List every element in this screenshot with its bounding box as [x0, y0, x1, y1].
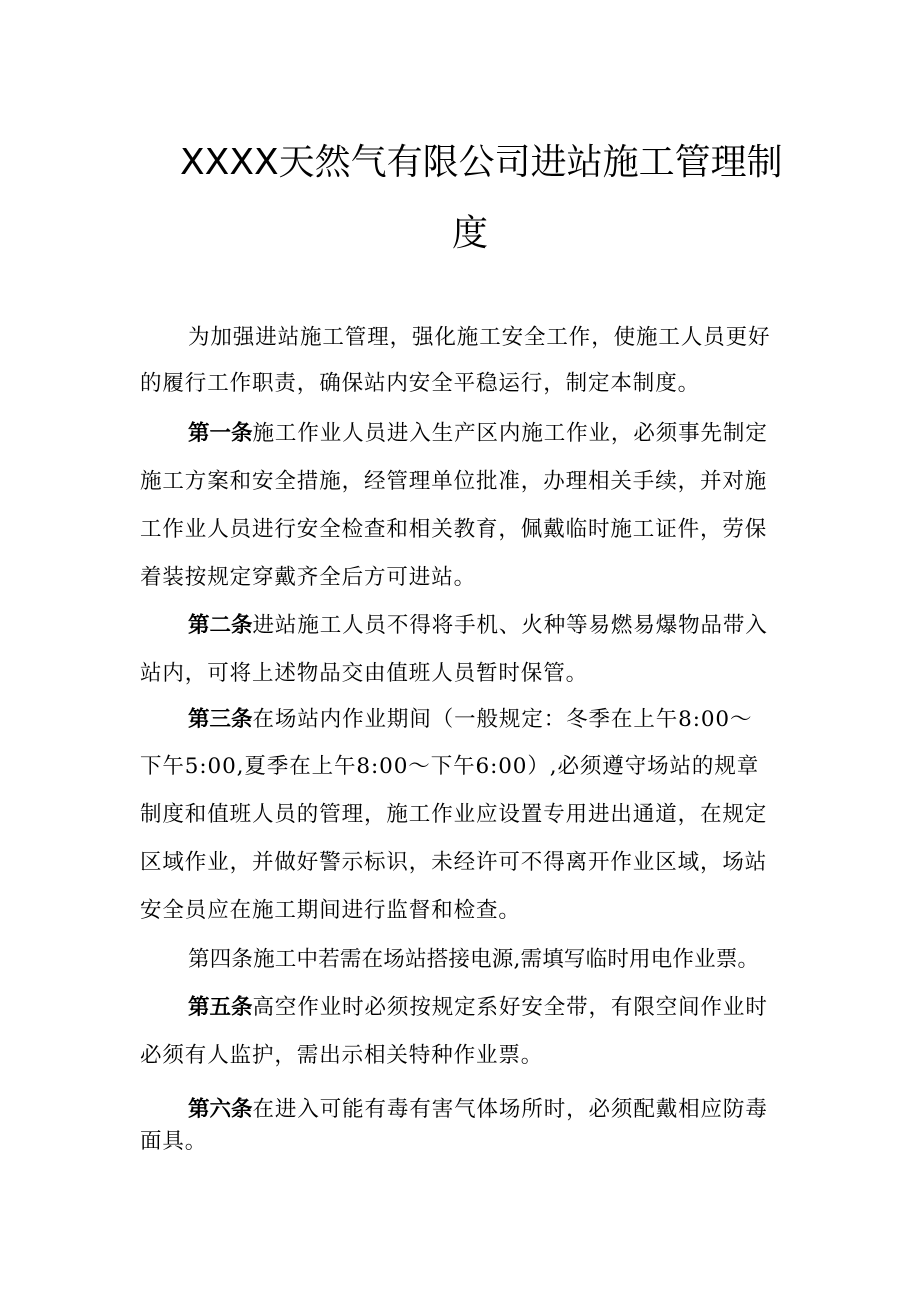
article-2-heading: 第二条 — [188, 613, 253, 638]
article-1-line-1 — [188, 419, 800, 449]
article-1-line-2: 施工方案和安全措施，经管理单位批准，办理相关手续，并对施 — [140, 469, 768, 494]
article-5-line-2: 必须有人监护，需出示相关特种作业票。 — [140, 1043, 544, 1068]
article-5-line-1 — [188, 993, 800, 1023]
article-2-text: 进站施工人员不得将手机、火种等易燃易爆物品带入 — [252, 613, 768, 638]
article-1-text: 施工作业人员进入生产区内施工作业，必须事先制定 — [252, 421, 768, 446]
article-3-line-2: 下午5:00,夏季在上午8:00～下午6:00）,必须遵守场站的规章 — [140, 754, 760, 779]
article-6-text: 在进入可能有毒有害气体场所时，必须配戴相应防毒 — [252, 1097, 768, 1122]
intro-line-2: 的履行工作职责，确保站内安全平稳运行，制定本制度。 — [140, 371, 701, 396]
article-2-line-1 — [188, 611, 800, 641]
document-title-line-2: 度 — [451, 213, 488, 254]
article-3-line-3: 制度和值班人员的管理，施工作业应设置专用进出通道，在规定 — [140, 802, 768, 827]
article-1-line-3: 工作业人员进行安全检查和相关教育，佩戴临时施工证件，劳保 — [140, 517, 768, 542]
article-1-heading: 第一条 — [188, 421, 253, 446]
article-2-line-2: 站内，可将上述物品交由值班人员暂时保管。 — [140, 661, 589, 686]
article-1-line-4: 着装按规定穿戴齐全后方可进站。 — [140, 565, 477, 590]
article-3-text: 在场站内作业期间（一般规定：冬季在上午8:00～ — [252, 707, 753, 732]
article-6-line-1 — [188, 1095, 800, 1125]
article-5-heading: 第五条 — [188, 995, 253, 1020]
article-3-line-4: 区域作业，并做好警示标识，未经许可不得离开作业区域，场站 — [140, 850, 768, 875]
document-title-line-1: XXXX天然气有限公司进站施工管理制 — [180, 142, 783, 183]
article-4-line: 第四条施工中若需在场站搭接电源,需填写临时用电作业票。 — [188, 947, 760, 972]
article-3-heading: 第三条 — [188, 707, 253, 732]
article-3-line-5: 安全员应在施工期间进行监督和检查。 — [140, 898, 521, 923]
article-6-line-2: 面具。 — [140, 1129, 208, 1154]
intro-line-1: 为加强进站施工管理，强化施工安全工作，使施工人员更好 — [188, 325, 771, 350]
article-6-heading: 第六条 — [188, 1097, 253, 1122]
article-3-line-1 — [188, 705, 800, 735]
article-5-text: 高空作业时必须按规定系好安全带，有限空间作业时 — [252, 995, 768, 1020]
